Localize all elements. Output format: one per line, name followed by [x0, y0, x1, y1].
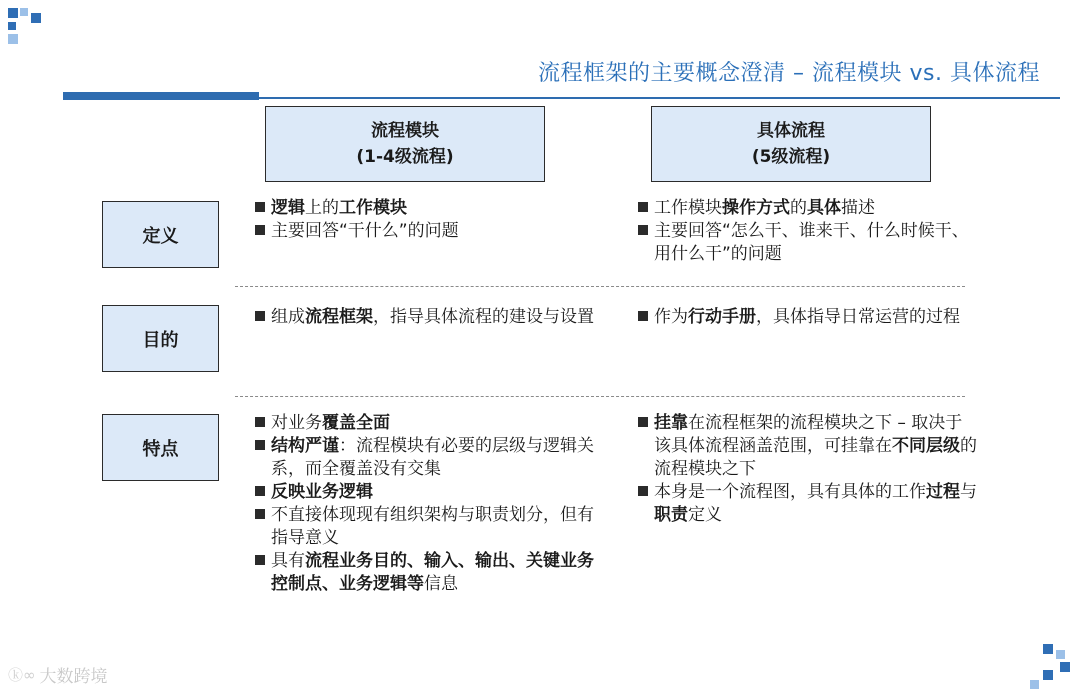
corner-square: [1043, 644, 1053, 654]
text: 对业务: [271, 413, 322, 433]
text: ，具体指导日常运营的过程: [756, 307, 960, 327]
bold-text: 覆盖全面: [322, 413, 390, 433]
column-header-process: [651, 106, 931, 182]
text: 组成: [271, 307, 305, 327]
bullet-item: [254, 197, 609, 220]
column-header-subtitle: (5级流程): [751, 147, 831, 167]
column-header-module: [265, 106, 545, 182]
bold-text: 流程业务目的、输入、输出、关键业务控制点、业务逻辑等: [271, 551, 594, 594]
bullet-item: [637, 306, 977, 329]
bullet-item: [254, 220, 609, 243]
text: 的: [790, 198, 807, 218]
text: ：流程模块有必要的层级与逻辑关系，而全覆盖没有交集: [271, 436, 594, 479]
bold-text: 反映业务逻辑: [271, 482, 373, 502]
bold-text: 过程: [926, 482, 960, 502]
text: 与: [960, 482, 977, 502]
row-separator: [235, 286, 965, 287]
text: 上的: [305, 198, 339, 218]
row-header-features: 特点: [102, 414, 219, 481]
bold-text: 具体: [807, 198, 841, 218]
text: 定义: [688, 505, 722, 525]
bold-text: 操作方式: [722, 198, 790, 218]
bullet-item: [637, 197, 977, 220]
bold-text: 结构严谨: [271, 436, 339, 456]
text: 主要回答“干什么”的问题: [271, 221, 459, 241]
bold-text: 行动手册: [688, 307, 756, 327]
row-header-definition: 定义: [102, 201, 219, 268]
corner-square: [8, 34, 18, 44]
column-header-subtitle: (1-4级流程): [356, 147, 454, 167]
text: ，指导具体流程的建设与设置: [373, 307, 594, 327]
text: 主要回答“怎么干、谁来干、什么时候干、用什么干”的问题: [654, 221, 969, 264]
corner-square: [8, 22, 16, 30]
bullet-item: [637, 412, 977, 481]
text: 本身是一个流程图，具有具体的工作: [654, 482, 926, 502]
column-header-title: 具体流程: [757, 121, 825, 141]
cell-definition-process: [637, 197, 977, 266]
corner-square: [1043, 670, 1053, 680]
watermark-mark: ⓚ∞: [8, 666, 36, 684]
text: 的流程模块之下: [654, 436, 977, 479]
row-separator: [235, 396, 965, 397]
watermark-logo: [8, 662, 108, 687]
bullet-item: [637, 481, 977, 527]
text: 在流程框架的流程模块之下 – 取决于该具体流程涵盖范围，可挂靠在: [654, 413, 963, 456]
title-rule: [259, 97, 1060, 99]
bullet-item: [637, 220, 977, 266]
text: 不直接体现现有组织架构与职责划分，但有指导意义: [271, 505, 594, 548]
text: 信息: [424, 574, 458, 594]
column-header-title: 流程模块: [371, 121, 439, 141]
bold-text: 职责: [654, 505, 688, 525]
cell-features-module: [254, 412, 609, 596]
corner-square: [1056, 650, 1065, 659]
corner-square: [20, 8, 28, 16]
corner-square: [1060, 662, 1070, 672]
text: 工作模块: [654, 198, 722, 218]
bullet-item: [254, 306, 609, 329]
bold-text: 逻辑: [271, 198, 305, 218]
bullet-item: [254, 412, 609, 435]
corner-square: [8, 8, 18, 18]
cell-definition-module: [254, 197, 609, 243]
title-rule-accent: [63, 92, 259, 100]
bold-text: 流程框架: [305, 307, 373, 327]
bold-text: 挂靠: [654, 413, 688, 433]
bullet-item: [254, 504, 609, 550]
text: 具有: [271, 551, 305, 571]
row-header-purpose: 目的: [102, 305, 219, 372]
bullet-item: [254, 481, 609, 504]
bold-text: 工作模块: [339, 198, 407, 218]
text: 作为: [654, 307, 688, 327]
text: 描述: [841, 198, 875, 218]
corner-square: [31, 13, 41, 23]
cell-purpose-module: [254, 306, 609, 329]
cell-features-process: [637, 412, 977, 527]
bullet-item: [254, 550, 609, 596]
cell-purpose-process: [637, 306, 977, 329]
watermark-text: 大数跨境: [39, 667, 108, 687]
bold-text: 不同层级: [892, 436, 960, 456]
page-title: 流程框架的主要概念澄清 – 流程模块 vs. 具体流程: [538, 61, 1040, 86]
bullet-item: [254, 435, 609, 481]
corner-square: [1030, 680, 1039, 689]
